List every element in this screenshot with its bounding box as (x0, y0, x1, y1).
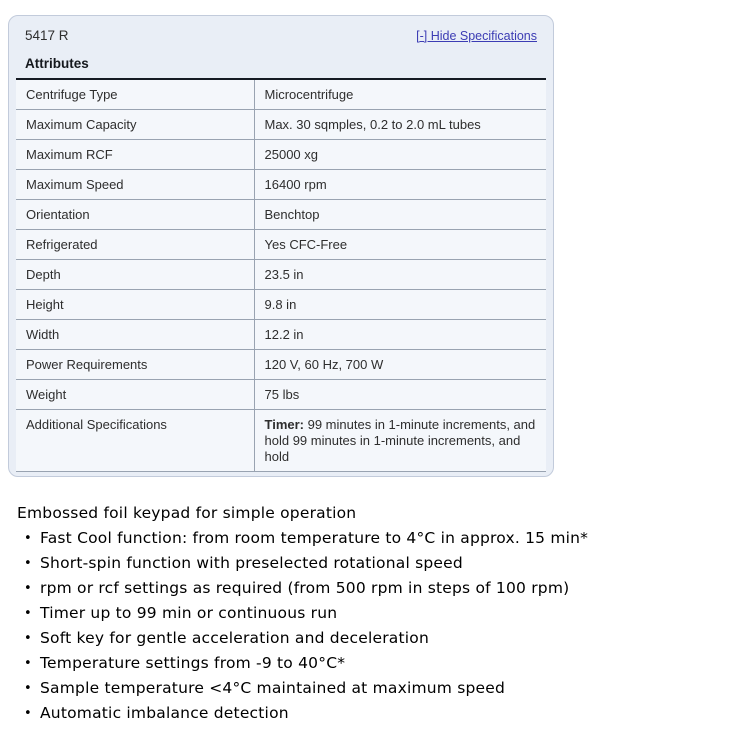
attribute-label: Maximum Speed (16, 170, 254, 200)
bullet-icon: • (24, 556, 32, 571)
attribute-value: 12.2 in (254, 320, 546, 350)
feature-text: Short-spin function with preselected rotational speed (40, 554, 463, 572)
feature-intro: Embossed foil keypad for simple operation (17, 504, 357, 522)
attribute-value: 75 lbs (254, 380, 546, 410)
list-item (17, 526, 732, 551)
attribute-label: Maximum Capacity (16, 110, 254, 140)
feature-text: Soft key for gentle acceleration and deceleration (40, 629, 429, 647)
specifications-panel (8, 15, 554, 477)
attribute-label: Depth (16, 260, 254, 290)
list-item (17, 651, 732, 676)
list-item (17, 576, 732, 601)
feature-text: Temperature settings from -9 to 40°C* (40, 654, 346, 672)
table-row (16, 170, 546, 200)
attributes-heading: Attributes (25, 56, 89, 71)
table-row (16, 260, 546, 290)
feature-text: Timer up to 99 min or continuous run (40, 604, 338, 622)
table-row (16, 320, 546, 350)
table-row (16, 230, 546, 260)
attribute-value: 25000 xg (254, 140, 546, 170)
list-item (17, 676, 732, 701)
feature-list (17, 526, 732, 726)
attribute-value: Microcentrifuge (254, 79, 546, 110)
attribute-value: Yes CFC-Free (254, 230, 546, 260)
attribute-label: Orientation (16, 200, 254, 230)
panel-header (16, 23, 546, 56)
attribute-label: Refrigerated (16, 230, 254, 260)
attribute-label: Weight (16, 380, 254, 410)
table-row (16, 410, 546, 472)
list-item (17, 626, 732, 651)
table-row (16, 110, 546, 140)
attribute-label: Additional Specifications (16, 410, 254, 472)
bullet-icon: • (24, 531, 32, 546)
bullet-icon: • (24, 656, 32, 671)
table-row (16, 350, 546, 380)
product-title: 5417 R (25, 28, 69, 43)
bullet-icon: • (24, 581, 32, 596)
bullet-icon: • (24, 606, 32, 621)
attribute-value: 16400 rpm (254, 170, 546, 200)
hide-specifications-link[interactable]: [-] Hide Specifications (416, 28, 537, 43)
feature-section (17, 501, 732, 726)
attribute-label: Height (16, 290, 254, 320)
value-bold-prefix: Timer: (264, 417, 304, 432)
table-row (16, 200, 546, 230)
list-item (17, 701, 732, 726)
table-row (16, 79, 546, 110)
attributes-table-body (16, 79, 546, 472)
attribute-value: Max. 30 sqmples, 0.2 to 2.0 mL tubes (254, 110, 546, 140)
list-item (17, 601, 732, 626)
feature-text: Fast Cool function: from room temperature to 4°C in approx. 15 min* (40, 529, 589, 547)
attribute-label: Width (16, 320, 254, 350)
list-item (17, 551, 732, 576)
table-row (16, 140, 546, 170)
attribute-label: Power Requirements (16, 350, 254, 380)
attribute-value: Benchtop (254, 200, 546, 230)
attribute-label: Centrifuge Type (16, 79, 254, 110)
bullet-icon: • (24, 706, 32, 721)
bullet-icon: • (24, 681, 32, 696)
attribute-label: Maximum RCF (16, 140, 254, 170)
feature-text: Automatic imbalance detection (40, 704, 289, 722)
attribute-value: Timer: 99 minutes in 1-minute increments, and hold 99 minutes in 1-minute increments, and hold (254, 410, 546, 472)
attribute-value: 23.5 in (254, 260, 546, 290)
table-row (16, 380, 546, 410)
feature-text: Sample temperature <4°C maintained at maximum speed (40, 679, 506, 697)
attribute-value: 9.8 in (254, 290, 546, 320)
table-row (16, 290, 546, 320)
feature-text: rpm or rcf settings as required (from 500 rpm in steps of 100 rpm) (40, 579, 570, 597)
attribute-value: 120 V, 60 Hz, 700 W (254, 350, 546, 380)
bullet-icon: • (24, 631, 32, 646)
attributes-table (16, 78, 546, 472)
